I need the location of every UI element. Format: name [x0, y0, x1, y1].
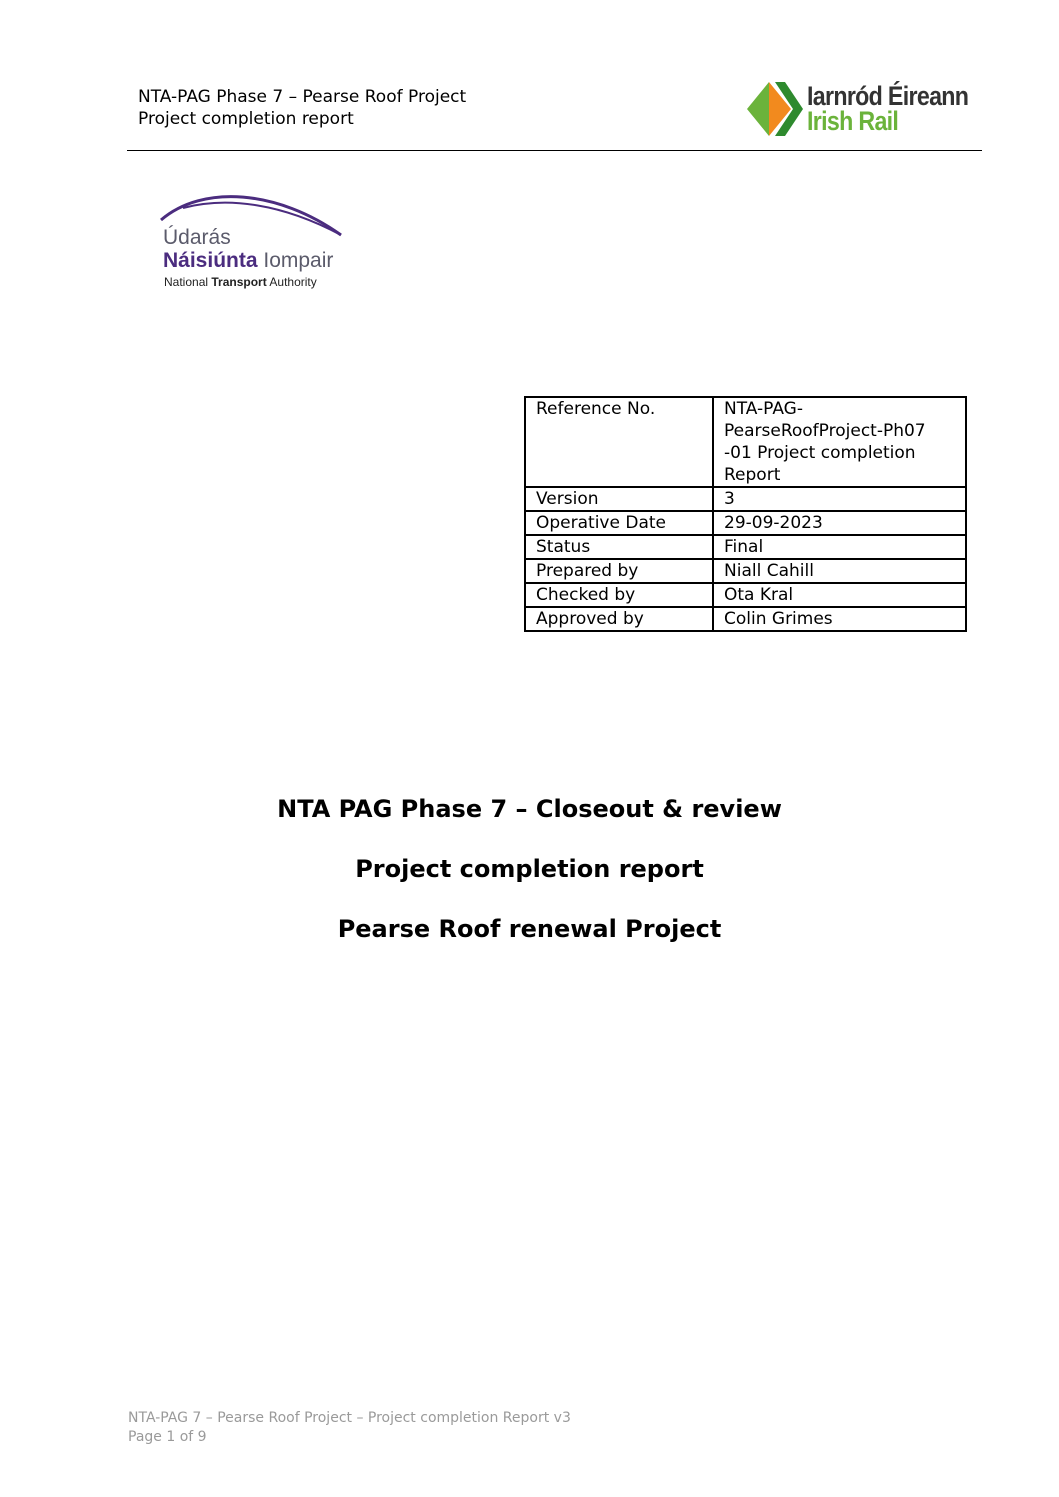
irish-rail-subname: Irish Rail — [807, 106, 899, 136]
irish-rail-logo — [745, 80, 970, 138]
project-name: Pearse Roof renewal Project — [337, 915, 722, 943]
table-row — [525, 583, 966, 607]
info-label: Status — [525, 535, 713, 559]
info-value: Colin Grimes — [713, 607, 966, 631]
info-value: NTA-PAG- PearseRoofProject-Ph07 -01 Project completion Report — [713, 397, 966, 487]
footer-line-1: NTA-PAG 7 – Pearse Roof Project – Project completion Report v3 — [128, 1410, 571, 1426]
table-row — [525, 559, 966, 583]
info-label: Reference No. — [525, 397, 713, 487]
header-divider — [127, 150, 982, 151]
info-value: 29-09-2023 — [713, 511, 966, 535]
info-label: Checked by — [525, 583, 713, 607]
info-value: 3 — [713, 487, 966, 511]
header-line-2: Project completion report — [138, 109, 354, 129]
nta-line-3: National Transport Authority — [164, 275, 317, 289]
table-row — [525, 511, 966, 535]
document-subtitle: Project completion report — [355, 855, 704, 883]
info-label: Approved by — [525, 607, 713, 631]
running-header — [138, 86, 466, 130]
table-row — [525, 397, 966, 487]
table-row — [525, 487, 966, 511]
nta-line-2: Náisiúnta Iompair — [163, 249, 334, 272]
nta-line-1: Údarás — [163, 226, 231, 249]
info-label: Version — [525, 487, 713, 511]
info-label: Prepared by — [525, 559, 713, 583]
irish-rail-name: Iarnród Éireann — [807, 81, 969, 111]
irish-rail-chevron-icon — [745, 80, 805, 138]
document-title: NTA PAG Phase 7 – Closeout & review — [277, 795, 782, 823]
document-info-table — [524, 396, 967, 632]
info-value: Ota Kral — [713, 583, 966, 607]
table-row — [525, 535, 966, 559]
header-line-1: NTA-PAG Phase 7 – Pearse Roof Project — [138, 87, 467, 107]
page-footer — [128, 1409, 571, 1447]
table-row — [525, 607, 966, 631]
document-title-block — [0, 790, 1059, 970]
info-label: Operative Date — [525, 511, 713, 535]
page-number: Page 1 of 9 — [128, 1429, 207, 1445]
info-value: Final — [713, 535, 966, 559]
info-value: Niall Cahill — [713, 559, 966, 583]
nta-logo — [158, 190, 348, 294]
